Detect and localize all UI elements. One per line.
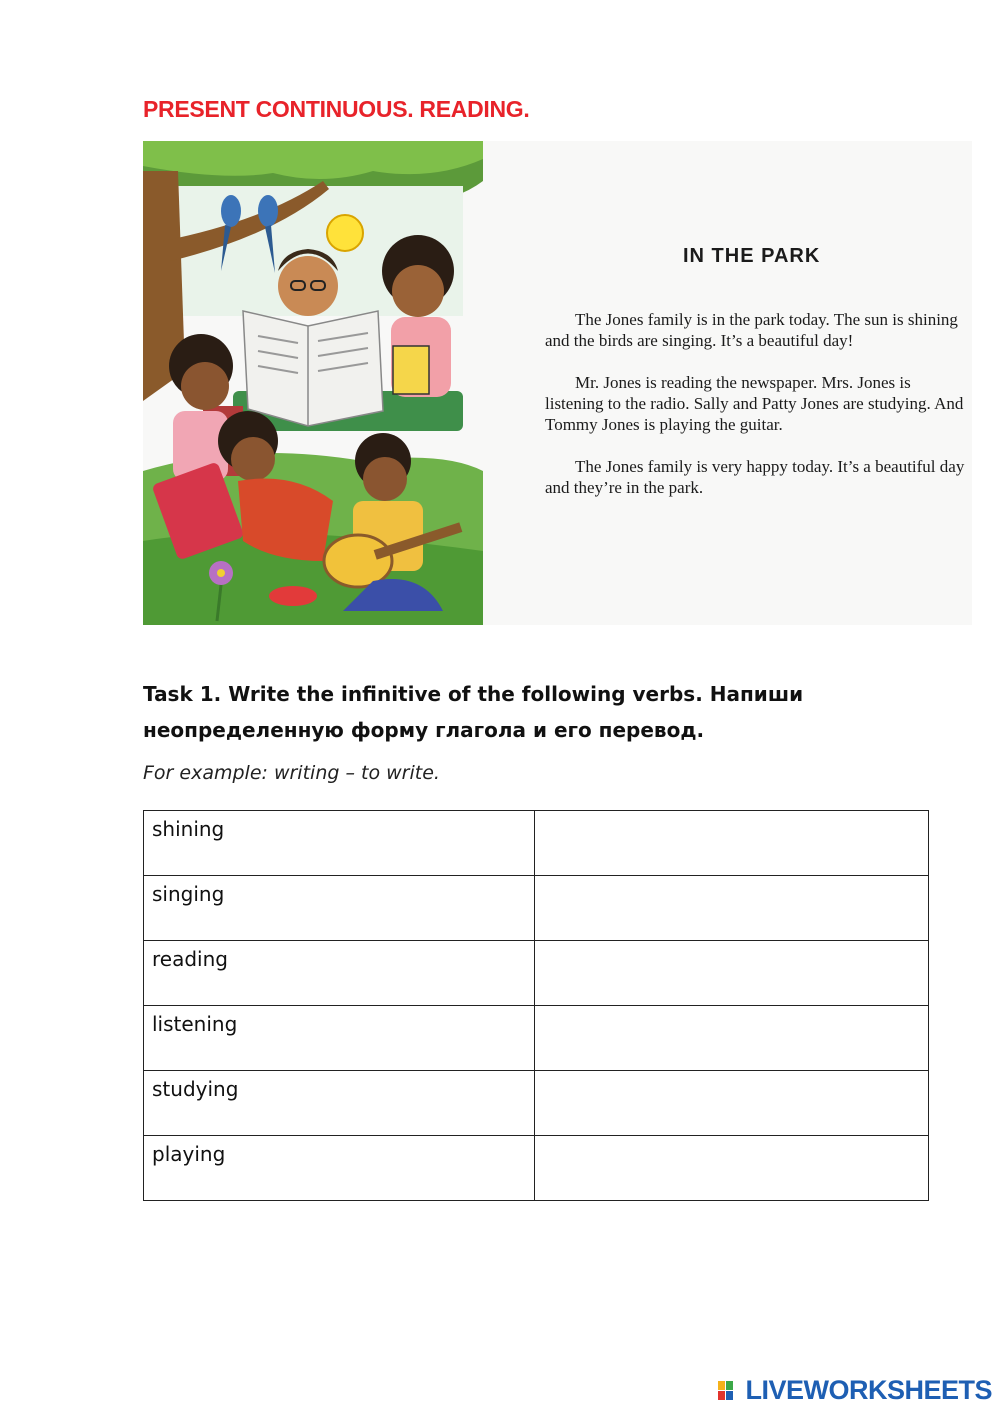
answer-field[interactable] — [534, 941, 928, 1006]
verb-cell: singing — [144, 876, 535, 941]
verb-cell: studying — [144, 1071, 535, 1136]
answer-field[interactable] — [534, 1136, 928, 1201]
story-text — [545, 241, 965, 519]
story-paragraph-2: Mr. Jones is reading the newspaper. Mrs. Jones is listening to the radio. Sally and Patty Jones are studying. And Tommy Jones is playing the guitar. — [545, 373, 964, 434]
answer-field[interactable] — [534, 1006, 928, 1071]
table-row — [144, 941, 929, 1006]
answer-field[interactable] — [534, 876, 928, 941]
story-title: IN THE PARK — [683, 245, 821, 267]
table-row — [144, 876, 929, 941]
liveworksheets-logo-icon — [717, 1379, 743, 1403]
verb-cell: playing — [144, 1136, 535, 1201]
park-family-illustration — [143, 141, 483, 625]
answer-field[interactable] — [534, 1071, 928, 1136]
liveworksheets-logo[interactable] — [717, 1375, 992, 1406]
table-row — [144, 811, 929, 876]
verbs-table — [143, 810, 929, 1201]
verb-cell: reading — [144, 941, 535, 1006]
table-row — [144, 1136, 929, 1201]
reading-panel — [143, 141, 972, 625]
verb-cell: listening — [144, 1006, 535, 1071]
story-paragraph-3: The Jones family is very happy today. It’s a beautiful day and they’re in the park. — [545, 457, 965, 497]
answer-field[interactable] — [534, 811, 928, 876]
table-row — [144, 1006, 929, 1071]
liveworksheets-logo-text: LIVEWORKSHEETS — [745, 1375, 992, 1405]
verb-cell: shining — [144, 811, 535, 876]
task-instruction: Task 1. Write the infinitive of the following verbs. Напиши неопределенную форму глагола и его перевод. — [143, 682, 804, 742]
task-example: For example: writing – to write. — [143, 762, 440, 784]
story-paragraph-1: The Jones family is in the park today. The sun is shining and the birds are singing. It’s a beautiful day! — [545, 310, 958, 350]
table-row — [144, 1071, 929, 1136]
worksheet-title: PRESENT CONTINUOUS. READING. — [143, 96, 530, 122]
